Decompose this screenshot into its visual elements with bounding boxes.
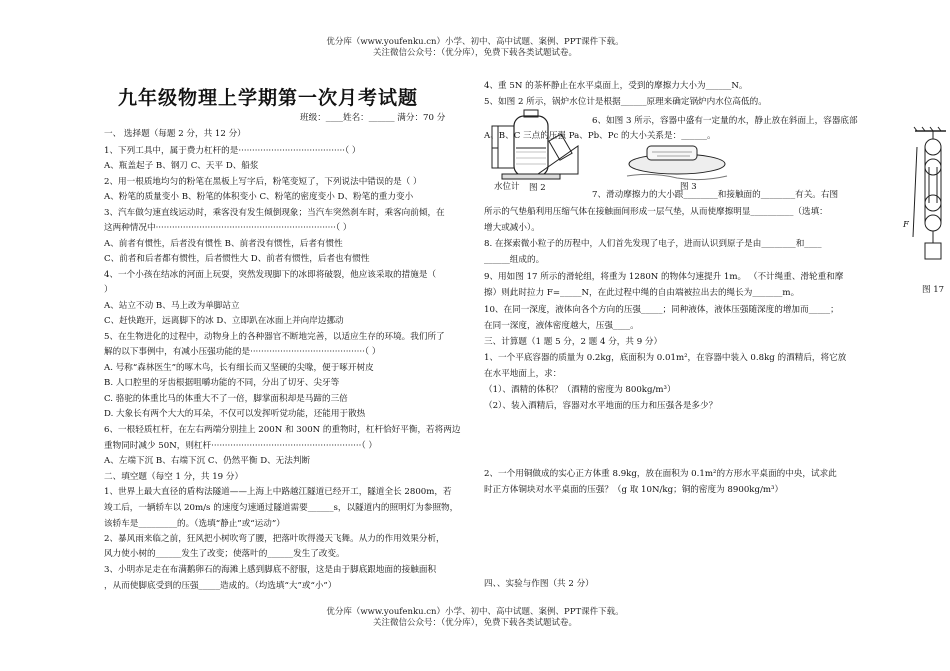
figure-2-label: 图 2: [529, 183, 546, 193]
left-line: 5、在生物进化的过程中，动物身上的各种器官不断地完善，以适应生存的环境。我们所了: [104, 332, 445, 342]
gauge-tube: [492, 126, 498, 168]
footer-line-2: 关注微信公众号：（优分库），免费下载各类试题试卷。: [372, 618, 577, 628]
force-label: F: [903, 220, 909, 230]
left-line: 1、世界上最大直径的盾构法隧道——上海上中路越江隧道已经开工，隧道全长 2800m，若: [104, 487, 452, 497]
left-line: 竣工后，一辆轿车以 20m/s 的速度匀速通过隧道需要______s，以隧道内的照明灯为参照物，: [104, 503, 459, 513]
left-line: ）: [104, 285, 113, 295]
figure-3-label: 图 3: [680, 182, 697, 192]
left-line: A、瓶盖起子 B、钢刀 C、天平 D、船浆: [104, 161, 259, 171]
page-title: 九年级物理上学期第一次月考试题: [118, 87, 419, 109]
right-line: 5、如图 2 所示，锅炉水位计是根据______原理来确定锅炉内水位高低的。: [484, 97, 767, 107]
right-line: 4、重 5N 的茶杯静止在水平桌面上，受到的摩擦力大小为______N。: [484, 81, 748, 91]
right-line: 擦）则此时拉力 F=_____N，在此过程中绳的自由端被拉出去的绳长为_______m。: [484, 288, 800, 298]
movable-pulley-2: [925, 215, 941, 231]
footer-line-1: 优分库（www.youfenku.cn）小学、初中、高中试题、案例、PPT课件下载。: [326, 607, 624, 617]
left-line: C. 骆驼的体重比马的体重大不了一倍，脚掌面积却是马蹄的三倍: [104, 394, 348, 404]
left-line: 二、填空题（每空 1 分，共 19 分）: [104, 472, 244, 482]
left-line: C、赶快跑开，远离脚下的冰 D、立即趴在冰面上并向岸边挪动: [104, 316, 344, 326]
left-line: ，从而使脚底受到的压强_____造成的。（均选填“大”或“小”）: [104, 581, 337, 591]
left-line: 2、用一根质地均匀的粉笔在黑板上写字后，粉笔变短了，下列说法中错误的是（ ）: [104, 177, 422, 187]
left-line: A、前者有惯性，后者没有惯性 B、前者没有惯性，后者有惯性: [104, 239, 343, 249]
left-line: 3、小明赤足走在布满鹅卵石的海滩上感到脚底不舒服，这是由于脚底跟地面的接触面积: [104, 565, 437, 575]
slope: [538, 146, 578, 174]
right-line: 10、在同一深度，液体向各个方向的压强_____；同种液体，液体压强随深度的增加而_____；: [484, 305, 839, 315]
left-line: 4、一个小孩在结冰的河面上玩耍，突然发现脚下的冰即将破裂，他应该采取的措施是（: [104, 270, 437, 280]
left-line: C、前者和后者都有惯性，后者惯性大 D、前者有惯性，后者也有惯性: [104, 254, 370, 264]
right-line: ______组成的。: [484, 255, 545, 265]
right-line: 6、如图 3 所示，容器中盛有一定量的水，静止放在斜面上，容器底部: [592, 116, 858, 126]
left-line: 一、 选择题（每题 2 分，共 12 分）: [104, 129, 246, 139]
right-line: 三、计算题（1 题 5 分，2 题 4 分，共 9 分）: [484, 337, 663, 347]
left-line: A. 号称“森林医生”的啄木鸟，长有细长而又坚硬的尖喙，便于啄开树皮: [104, 363, 374, 373]
container: [549, 134, 572, 160]
left-line: 该轿车是_________的。（选填“静止”或“运动”）: [104, 519, 285, 529]
right-line: A、B、C 三点的压强 Pa、Pb、Pc 的大小关系是：______。: [484, 131, 716, 141]
left-line: B. 人口腔里的牙齿根据咀嚼功能的不同，分出了切牙、尖牙等: [104, 378, 340, 388]
load-block: [925, 243, 941, 259]
right-line: 所示的气垫船利用压缩气体在接触面间形成一层气垫，从而使摩擦明显__________（选填：: [484, 207, 828, 217]
left-line: 1、下列工具中，属于费力杠杆的是·······································（ ）: [104, 146, 361, 156]
fixed-pulley-2: [925, 159, 941, 175]
student-info: 班级：____姓名：______ 满分：70 分: [300, 113, 446, 123]
free-rope: [913, 147, 917, 237]
left-line: 3、汽车做匀速直线运动时，乘客没有发生倾倒现象；当汽车突然刹车时，乘客向前倾，在: [104, 208, 445, 218]
pulley-figure: [903, 125, 948, 283]
hovercraft-cabin: [647, 146, 697, 160]
right-line: 7、滑动摩擦力的大小跟________和接触面的________有关。右图: [592, 190, 839, 200]
left-line: 这两种情况中··································································（ ）: [104, 223, 352, 233]
left-line: A、粉笔的质量变小 B、粉笔的体积变小 C、粉笔的密度变小 D、粉笔的重力变小: [104, 192, 414, 202]
header-line-1: 优分库（www.youfenku.cn）小学、初中、高中试题、案例、PPT课件下载。: [326, 37, 624, 47]
left-line: 解的以下事例中，有减小压强功能的是··········································（ ）: [104, 347, 381, 357]
water-level-label: 水位计: [494, 182, 520, 192]
right-line: 1、一个平底容器的质量为 0.2kg，底面积为 0.01m²，在容器中装入 0.8kg 的酒精后，将它放: [484, 353, 847, 363]
hovercraft-figure: [622, 132, 732, 182]
right-line: 在同一深度，液体密度越大，压强____。: [484, 321, 639, 331]
right-line: 四、、实验与作图（共 2 分）: [484, 579, 594, 589]
right-line: 9、用如图 17 所示的滑轮组，将重为 1280N 的物体匀速提升 1m。 （不计绳重、滑轮重和摩: [484, 272, 844, 282]
left-line: A、左端下沉 B、右端下沉 C、仍然平衡 D、无法判断: [104, 456, 311, 466]
figure-17-label: 图 17: [922, 285, 945, 295]
right-line: （2）、装入酒精后，容器对水平地面的压力和压强各是多少？: [484, 401, 718, 411]
left-line: 重物同时减少 50N，则杠杆·······················································（ ）: [104, 441, 377, 451]
water-waves: [627, 174, 727, 179]
left-line: A、站立不动 B、马上改为单脚站立: [104, 301, 240, 311]
slope-container-figure: [536, 126, 580, 176]
left-line: 6、一根轻质杠杆，在左右两端分别挂上 200N 和 300N 的重物时，杠杆恰好平衡，若将两边: [104, 425, 461, 435]
left-line: 2、暴风雨来临之前，狂风把小树吹弯了腰，把落叶吹得漫天飞舞。从力的作用效果分析，: [104, 534, 445, 544]
right-line: 增大或减小）。: [484, 223, 540, 233]
right-line: 8. 在探索微小粒子的历程中，人们首先发现了电子，进而认识到原子是由________和____: [484, 239, 822, 249]
fixed-pulley-1: [925, 139, 941, 155]
right-line: 时正方体铜块对水平桌面的压强？（g 取 10N/kg；铜的密度为 8900kg/m³）: [484, 485, 784, 495]
left-line: 风力使小树的______发生了改变；使落叶的______发生了改变。: [104, 549, 345, 559]
right-line: （1）、酒精的体积？（酒精的密度为 800kg/m³）: [484, 385, 676, 395]
left-line: D. 大象长有两个大大的耳朵，不仅可以发挥听觉功能，还能用于散热: [104, 409, 366, 419]
movable-pulley-1: [925, 195, 941, 211]
right-line: 在水平地面上，求：: [484, 369, 562, 379]
header-line-2: 关注微信公众号：（优分库），免费下载各类试题试卷。: [372, 48, 577, 58]
right-line: 2、一个用铜做成的实心正方体重 8.9kg，放在面积为 0.1m²的方形水平桌面的中央，试求此: [484, 469, 837, 479]
